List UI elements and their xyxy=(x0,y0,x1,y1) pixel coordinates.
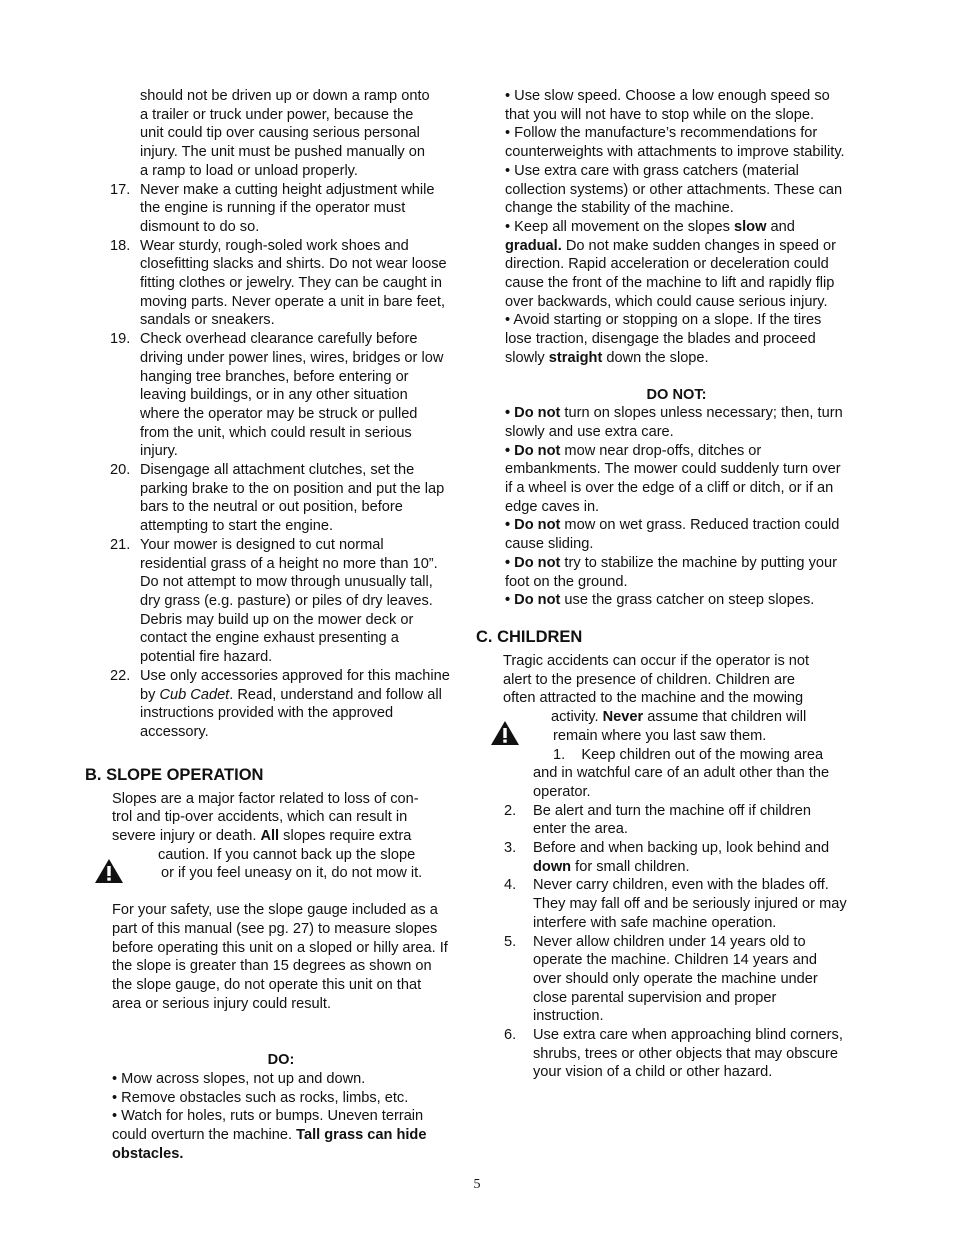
item-text: Your mower is designed to cut normal residential grass of a height no more than 10”. Do not attempt to mow through unusually tall, dry grass (e.g. pasture) or piles of dry leaves. Debris may build up on the mower deck or contact the engine exhaust presenting a potential fire hazard. xyxy=(140,536,438,666)
list-item xyxy=(85,181,450,237)
continued-text xyxy=(85,87,450,181)
do-list-continued xyxy=(476,87,848,610)
slope-intro xyxy=(85,790,450,846)
bullet-item xyxy=(505,404,848,441)
item-text: Be alert and turn the machine off if children enter the area. xyxy=(533,802,811,838)
bullet-item xyxy=(112,1107,450,1163)
list-item xyxy=(476,933,848,1027)
text-run: • Avoid starting or stopping on a slope. If the tires lose traction, disengage the blades and proceed slowly xyxy=(505,312,822,366)
bold-text: • Do not xyxy=(505,405,561,422)
bold-text: straight xyxy=(548,349,603,366)
text-run: down the slope. xyxy=(602,349,709,366)
bold-text: • Do not xyxy=(505,554,561,571)
bold-text: Never xyxy=(602,709,644,726)
bullet-item: • Remove obstacles such as rocks, limbs, etc. xyxy=(112,1089,409,1106)
text-line: unit could tip over causing serious personal xyxy=(140,125,420,142)
item-number: 4. xyxy=(504,877,517,894)
warning-block xyxy=(85,846,450,883)
bold-text: slow xyxy=(734,218,767,235)
bullet-item xyxy=(505,554,848,591)
text-run: activity. xyxy=(551,709,603,726)
bold-text: Tall grass can hide obstacles. xyxy=(112,1127,427,1162)
list-item xyxy=(85,461,450,536)
list-item xyxy=(85,237,450,331)
bullet-item xyxy=(505,591,848,610)
text-line: trol and tip-over accidents, which can result in xyxy=(112,809,408,826)
bold-text: All xyxy=(260,828,280,845)
bullet-item xyxy=(505,218,848,312)
text-line: should not be driven up or down a ramp onto xyxy=(140,88,430,104)
list-item xyxy=(476,802,848,839)
warning-triangle-icon xyxy=(490,720,520,746)
bold-text: down xyxy=(533,858,572,875)
bullet-item: • Use slow speed. Choose a low enough speed so that you will not have to stop while on the slope. xyxy=(505,88,830,123)
list-item xyxy=(476,876,848,932)
item-number: 17. xyxy=(110,181,131,198)
text-line: Slopes are a major factor related to loss of con- xyxy=(112,790,419,807)
item-number: 20. xyxy=(110,462,131,479)
item-text: Never carry children, even with the blades off. They may fall off and be seriously injured or may interfere with safe machine operation. xyxy=(533,877,847,931)
bullet-item: • Follow the manufacture’s recommendations for counterweights with attachments to improve stability. xyxy=(505,125,845,161)
do-list xyxy=(85,1051,450,1163)
brand-name: Cub Cadet xyxy=(159,686,230,703)
text-run: . Read, understand and follow all instructions provided with the approved accessory. xyxy=(140,686,442,740)
text-run: severe injury or death. xyxy=(112,828,261,845)
warning-triangle-icon xyxy=(94,858,124,884)
right-column xyxy=(476,87,848,1082)
text-line: Tragic accidents can occur if the operator is not xyxy=(503,652,810,669)
item-text: Keep children out of the mowing area xyxy=(581,746,824,763)
text-line: caution. If you cannot back up the slope xyxy=(158,846,416,863)
do-not-heading: DO NOT: xyxy=(646,386,707,403)
item-number: 6. xyxy=(504,1027,517,1044)
page-number: 5 xyxy=(473,1177,481,1192)
text-run: for small children. xyxy=(571,858,690,875)
text-line: remain where you last saw them. xyxy=(553,727,767,744)
text-run: Do not make sudden changes in speed or direction. Rapid acceleration or deceleration could cause the front of the machine to lift and rapidly flip over backwards, which could cause serious injury. xyxy=(505,237,836,310)
item-number: 3. xyxy=(504,840,517,857)
text-line xyxy=(112,827,450,846)
text-line: a ramp to load or unload properly. xyxy=(140,162,358,179)
list-item xyxy=(476,746,848,765)
text-run: • Watch for holes, ruts or bumps. Uneven terrain could overturn the machine. xyxy=(112,1108,424,1144)
item-text: Never allow children under 14 years old to operate the machine. Children 14 years and over should only operate the machine under close parental supervision and proper instruction. xyxy=(533,933,818,1025)
text-run: assume that children will xyxy=(643,709,807,726)
children-intro xyxy=(476,652,848,708)
item-number: 18. xyxy=(110,237,131,254)
item-number: 19. xyxy=(110,331,131,348)
item-number: 2. xyxy=(504,802,517,819)
text-line: alert to the presence of children. Children are xyxy=(503,671,796,688)
item-text: Use extra care when approaching blind corners, shrubs, trees or other objects that may obscure your vision of a child or other hazard. xyxy=(533,1027,843,1081)
do-heading: DO: xyxy=(267,1052,295,1069)
text-line: or if you feel uneasy on it, do not mow it. xyxy=(161,865,423,882)
text-run: turn on slopes unless necessary; then, turn slowly and use extra care. xyxy=(505,405,843,440)
list-item xyxy=(476,1026,848,1082)
bold-text: • Do not xyxy=(505,592,561,609)
text-line: a trailer or truck under power, because the xyxy=(140,106,414,123)
text-line: often attracted to the machine and the mowing xyxy=(503,690,804,707)
bullet-item: • Mow across slopes, not up and down. xyxy=(112,1071,366,1088)
text-run: Use only accessories approved for this machine by xyxy=(140,667,450,703)
bullet-item: • Use extra care with grass catchers (material collection systems) or other attachments. These can change the stability of the machine. xyxy=(505,162,843,217)
text-run: • Keep all movement on the slopes xyxy=(505,218,735,235)
item-number: 21. xyxy=(110,536,131,553)
list-item xyxy=(85,667,450,742)
item-number: 5. xyxy=(504,933,517,950)
bold-text: • Do not xyxy=(505,517,561,534)
item-text xyxy=(533,839,848,876)
text-run: mow near drop-offs, ditches or embankments. The mower could suddenly turn over if a wheel is over the edge of a cliff or ditch, or if an edge caves in. xyxy=(505,442,841,515)
left-column xyxy=(85,87,450,1164)
bullet-item xyxy=(505,442,848,517)
item-text: Disengage all attachment clutches, set the parking brake to the on position and put the lap bars to the neutral or out position, before attempting to start the engine. xyxy=(140,462,445,535)
bold-text: • Do not xyxy=(505,442,561,459)
list-item xyxy=(85,536,450,667)
bullet-item xyxy=(505,311,848,367)
bold-text: gradual. xyxy=(505,237,562,254)
list-item xyxy=(85,330,450,461)
text-run: mow on wet grass. Reduced traction could cause sliding. xyxy=(505,517,840,553)
text-run: Before and when backing up, look behind and xyxy=(533,840,830,857)
item-text: Check overhead clearance carefully before driving under power lines, wires, bridges or low hanging tree branches, before entering or leaving buildings, or in any other situation where the operator may be struck or pulled from the unit, which could result in serious injury. xyxy=(140,331,444,460)
section-title-slope-operation: B. SLOPE OPERATION xyxy=(85,765,264,784)
item-text: Never make a cutting height adjustment while the engine is running if the operator must dismount to do so. xyxy=(140,181,435,235)
item-text: Wear sturdy, rough-soled work shoes and closefitting slacks and shirts. Do not wear loose fitting clothes or jewelry. They can be caught in moving parts. Never operate a unit in bare feet, sandals or sneakers. xyxy=(140,237,447,329)
text-line xyxy=(476,708,848,727)
slope-gauge-paragraph: For your safety, use the slope gauge included as a part of this manual (see pg. 27) to measure slopes before operating this unit on a sloped or hilly area. If the slope is greater than 15 degrees as shown on the slope gauge, do not operate this unit on that area or serious injury could result. xyxy=(112,902,448,1012)
item-number: 1. xyxy=(553,746,566,763)
list-item xyxy=(476,839,848,876)
text-run: use the grass catcher on steep slopes. xyxy=(560,592,815,609)
warning-block xyxy=(476,708,848,802)
item-text xyxy=(140,667,450,742)
section-title-children: C. CHILDREN xyxy=(476,627,583,646)
item-number: 22. xyxy=(110,667,131,684)
text-run: slopes require extra xyxy=(279,828,412,845)
bullet-item xyxy=(505,516,848,553)
item-text: and in watchful care of an adult other than the operator. xyxy=(533,765,830,800)
text-line: injury. The unit must be pushed manually on xyxy=(140,144,426,161)
text-run: try to stabilize the machine by putting your foot on the ground. xyxy=(505,554,837,590)
text-run: and xyxy=(766,218,795,235)
